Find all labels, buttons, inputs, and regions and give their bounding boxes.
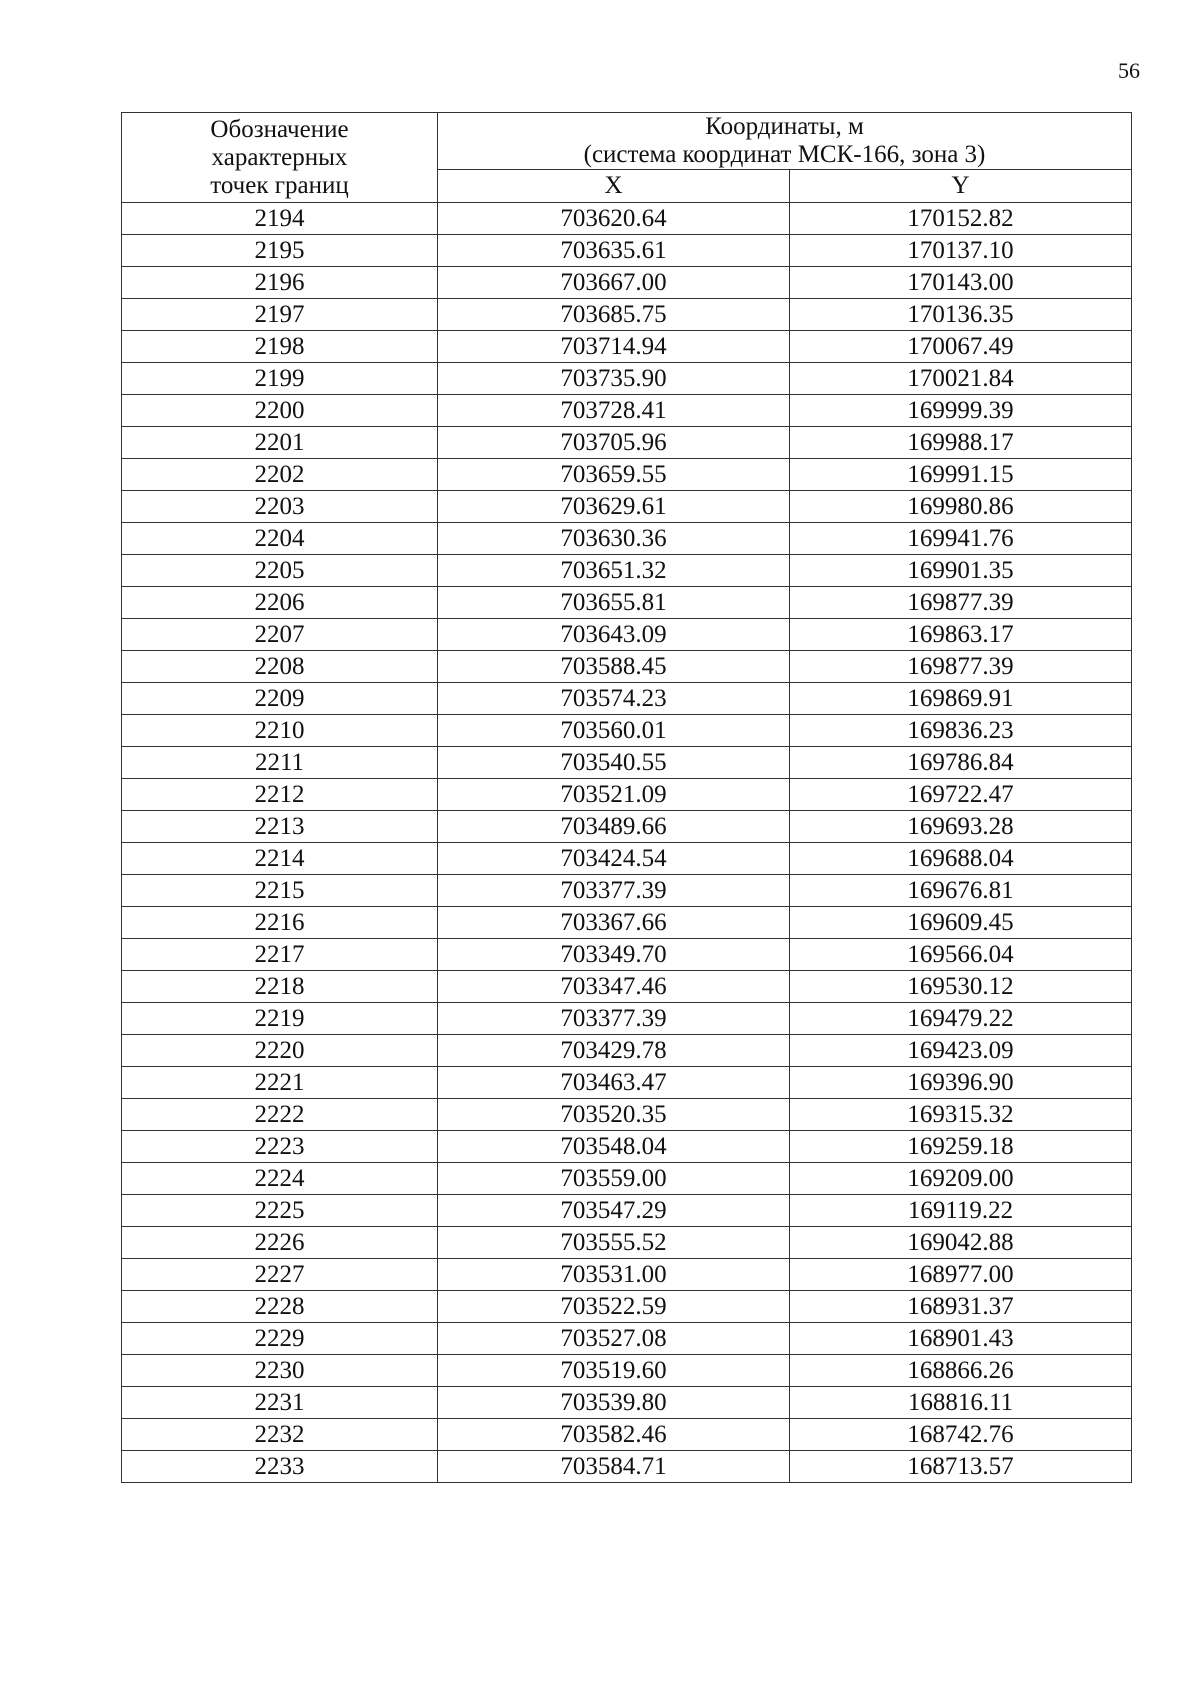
cell-point-id: 2211 <box>122 747 438 779</box>
cell-y: 169042.88 <box>790 1227 1132 1259</box>
cell-x: 703635.61 <box>438 235 790 267</box>
cell-point-id: 2230 <box>122 1355 438 1387</box>
table-row <box>122 1355 1132 1387</box>
cell-point-id: 2206 <box>122 587 438 619</box>
cell-point-id: 2205 <box>122 555 438 587</box>
header-point-line-2: характерных <box>211 143 348 171</box>
cell-point-id: 2216 <box>122 907 438 939</box>
table-row <box>122 1259 1132 1291</box>
cell-point-id: 2202 <box>122 459 438 491</box>
cell-y: 169988.17 <box>790 427 1132 459</box>
cell-point-id: 2224 <box>122 1163 438 1195</box>
header-coordinates-title: Координаты, м <box>705 113 864 140</box>
cell-y: 169688.04 <box>790 843 1132 875</box>
cell-point-id: 2209 <box>122 683 438 715</box>
cell-y: 169566.04 <box>790 939 1132 971</box>
table-row <box>122 1387 1132 1419</box>
table-row <box>122 363 1132 395</box>
cell-y: 170137.10 <box>790 235 1132 267</box>
table-row <box>122 203 1132 235</box>
cell-point-id: 2221 <box>122 1067 438 1099</box>
table-row <box>122 491 1132 523</box>
cell-y: 169836.23 <box>790 715 1132 747</box>
cell-y: 169479.22 <box>790 1003 1132 1035</box>
table-row <box>122 427 1132 459</box>
cell-y: 169877.39 <box>790 651 1132 683</box>
cell-y: 168866.26 <box>790 1355 1132 1387</box>
cell-y: 169315.32 <box>790 1099 1132 1131</box>
cell-x: 703559.00 <box>438 1163 790 1195</box>
cell-y: 169869.91 <box>790 683 1132 715</box>
cell-y: 168901.43 <box>790 1323 1132 1355</box>
cell-y: 169423.09 <box>790 1035 1132 1067</box>
cell-y: 169991.15 <box>790 459 1132 491</box>
cell-point-id: 2208 <box>122 651 438 683</box>
cell-x: 703705.96 <box>438 427 790 459</box>
header-y: Y <box>790 170 1132 203</box>
cell-point-id: 2207 <box>122 619 438 651</box>
table-row <box>122 1003 1132 1035</box>
cell-x: 703630.36 <box>438 523 790 555</box>
cell-y: 169863.17 <box>790 619 1132 651</box>
table-row <box>122 395 1132 427</box>
cell-point-id: 2231 <box>122 1387 438 1419</box>
table-body <box>122 203 1132 1483</box>
table-row <box>122 555 1132 587</box>
cell-y: 168931.37 <box>790 1291 1132 1323</box>
cell-x: 703714.94 <box>438 331 790 363</box>
table-row <box>122 971 1132 1003</box>
header-coordinate-system: (система координат МСК-166, зона 3) <box>583 141 986 168</box>
cell-point-id: 2204 <box>122 523 438 555</box>
table-row <box>122 1035 1132 1067</box>
cell-point-id: 2194 <box>122 203 438 235</box>
table-row <box>122 235 1132 267</box>
table-row <box>122 1131 1132 1163</box>
page-number: 56 <box>1118 58 1140 83</box>
table-row <box>122 715 1132 747</box>
cell-x: 703489.66 <box>438 811 790 843</box>
cell-x: 703424.54 <box>438 843 790 875</box>
table-row <box>122 331 1132 363</box>
table-row <box>122 747 1132 779</box>
cell-y: 169999.39 <box>790 395 1132 427</box>
cell-point-id: 2232 <box>122 1419 438 1451</box>
cell-x: 703582.46 <box>438 1419 790 1451</box>
cell-x: 703429.78 <box>438 1035 790 1067</box>
cell-x: 703521.09 <box>438 779 790 811</box>
cell-point-id: 2198 <box>122 331 438 363</box>
cell-y: 169530.12 <box>790 971 1132 1003</box>
cell-x: 703463.47 <box>438 1067 790 1099</box>
cell-point-id: 2228 <box>122 1291 438 1323</box>
cell-y: 169722.47 <box>790 779 1132 811</box>
cell-x: 703735.90 <box>438 363 790 395</box>
cell-point-id: 2227 <box>122 1259 438 1291</box>
cell-x: 703629.61 <box>438 491 790 523</box>
cell-x: 703539.80 <box>438 1387 790 1419</box>
table-row <box>122 811 1132 843</box>
table-row <box>122 299 1132 331</box>
cell-x: 703667.00 <box>438 267 790 299</box>
cell-x: 703659.55 <box>438 459 790 491</box>
table-row <box>122 907 1132 939</box>
cell-x: 703367.66 <box>438 907 790 939</box>
table-row <box>122 1099 1132 1131</box>
cell-x: 703643.09 <box>438 619 790 651</box>
cell-x: 703377.39 <box>438 875 790 907</box>
table-row <box>122 843 1132 875</box>
cell-y: 169980.86 <box>790 491 1132 523</box>
cell-y: 169941.76 <box>790 523 1132 555</box>
cell-point-id: 2217 <box>122 939 438 971</box>
cell-x: 703548.04 <box>438 1131 790 1163</box>
table-row <box>122 651 1132 683</box>
table-row <box>122 875 1132 907</box>
cell-point-id: 2197 <box>122 299 438 331</box>
cell-point-id: 2203 <box>122 491 438 523</box>
cell-x: 703522.59 <box>438 1291 790 1323</box>
cell-point-id: 2223 <box>122 1131 438 1163</box>
table-row <box>122 1195 1132 1227</box>
table-header <box>122 113 1132 203</box>
cell-point-id: 2201 <box>122 427 438 459</box>
table-row <box>122 1291 1132 1323</box>
cell-x: 703377.39 <box>438 1003 790 1035</box>
cell-y: 169877.39 <box>790 587 1132 619</box>
cell-point-id: 2219 <box>122 1003 438 1035</box>
cell-point-id: 2199 <box>122 363 438 395</box>
cell-x: 703728.41 <box>438 395 790 427</box>
cell-x: 703547.29 <box>438 1195 790 1227</box>
cell-y: 168713.57 <box>790 1451 1132 1483</box>
table-row <box>122 459 1132 491</box>
cell-x: 703655.81 <box>438 587 790 619</box>
cell-x: 703519.60 <box>438 1355 790 1387</box>
cell-x: 703555.52 <box>438 1227 790 1259</box>
table-row <box>122 1227 1132 1259</box>
cell-x: 703584.71 <box>438 1451 790 1483</box>
table-row <box>122 1419 1132 1451</box>
cell-y: 170152.82 <box>790 203 1132 235</box>
header-point-line-3: точек границ <box>210 171 349 199</box>
cell-point-id: 2212 <box>122 779 438 811</box>
header-point-designation <box>122 113 438 203</box>
cell-y: 168977.00 <box>790 1259 1132 1291</box>
cell-x: 703574.23 <box>438 683 790 715</box>
cell-y: 170136.35 <box>790 299 1132 331</box>
cell-point-id: 2214 <box>122 843 438 875</box>
table-row <box>122 587 1132 619</box>
header-coordinates <box>438 113 1132 170</box>
cell-point-id: 2229 <box>122 1323 438 1355</box>
cell-y: 169209.00 <box>790 1163 1132 1195</box>
cell-y: 169119.22 <box>790 1195 1132 1227</box>
cell-x: 703620.64 <box>438 203 790 235</box>
cell-y: 168816.11 <box>790 1387 1132 1419</box>
cell-y: 168742.76 <box>790 1419 1132 1451</box>
table-row <box>122 1067 1132 1099</box>
cell-point-id: 2210 <box>122 715 438 747</box>
cell-y: 169259.18 <box>790 1131 1132 1163</box>
table-row <box>122 267 1132 299</box>
cell-point-id: 2196 <box>122 267 438 299</box>
cell-point-id: 2225 <box>122 1195 438 1227</box>
cell-point-id: 2215 <box>122 875 438 907</box>
table-row <box>122 1323 1132 1355</box>
cell-point-id: 2213 <box>122 811 438 843</box>
table-row <box>122 939 1132 971</box>
cell-y: 169901.35 <box>790 555 1132 587</box>
table-row <box>122 683 1132 715</box>
cell-y: 170143.00 <box>790 267 1132 299</box>
cell-y: 169396.90 <box>790 1067 1132 1099</box>
header-x: X <box>438 170 790 203</box>
cell-point-id: 2218 <box>122 971 438 1003</box>
cell-y: 169693.28 <box>790 811 1132 843</box>
table-row <box>122 619 1132 651</box>
cell-y: 170021.84 <box>790 363 1132 395</box>
cell-point-id: 2220 <box>122 1035 438 1067</box>
cell-x: 703349.70 <box>438 939 790 971</box>
cell-point-id: 2226 <box>122 1227 438 1259</box>
cell-y: 169676.81 <box>790 875 1132 907</box>
table-row <box>122 779 1132 811</box>
cell-x: 703588.45 <box>438 651 790 683</box>
cell-point-id: 2195 <box>122 235 438 267</box>
cell-x: 703685.75 <box>438 299 790 331</box>
cell-x: 703540.55 <box>438 747 790 779</box>
cell-point-id: 2200 <box>122 395 438 427</box>
header-point-line-1: Обозначение <box>210 115 349 143</box>
cell-y: 170067.49 <box>790 331 1132 363</box>
cell-point-id: 2233 <box>122 1451 438 1483</box>
cell-y: 169609.45 <box>790 907 1132 939</box>
table-row <box>122 523 1132 555</box>
cell-x: 703520.35 <box>438 1099 790 1131</box>
cell-point-id: 2222 <box>122 1099 438 1131</box>
cell-x: 703347.46 <box>438 971 790 1003</box>
cell-x: 703651.32 <box>438 555 790 587</box>
cell-x: 703560.01 <box>438 715 790 747</box>
cell-y: 169786.84 <box>790 747 1132 779</box>
cell-x: 703531.00 <box>438 1259 790 1291</box>
cell-x: 703527.08 <box>438 1323 790 1355</box>
table-row <box>122 1451 1132 1483</box>
coordinates-table <box>121 112 1132 1483</box>
table-row <box>122 1163 1132 1195</box>
